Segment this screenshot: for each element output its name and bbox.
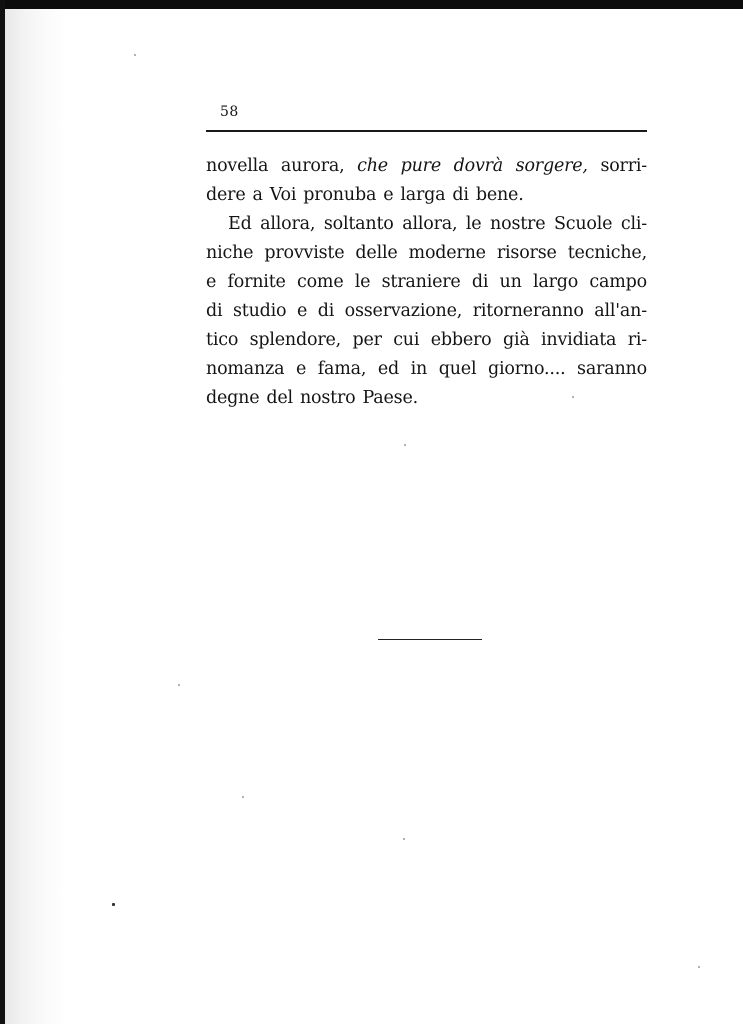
word: fama, [317, 359, 367, 379]
word: ebbero [430, 330, 492, 350]
text-line [206, 210, 647, 239]
italic-word: sorgere, [515, 156, 588, 176]
page-top-edge [0, 0, 743, 9]
word: per [352, 330, 382, 350]
word: delle [355, 243, 398, 263]
word: invidiata [541, 330, 617, 350]
word: quel [438, 359, 477, 379]
word: all'an- [594, 301, 647, 321]
word: già [502, 330, 530, 350]
paper-speck [404, 444, 406, 446]
text-line [206, 326, 647, 355]
closing-rule [378, 639, 482, 640]
word: novella [206, 156, 269, 176]
word: dere [206, 185, 246, 205]
word: Ed [228, 214, 252, 234]
word: pronuba [303, 185, 377, 205]
body-text [206, 152, 647, 413]
word: e [296, 301, 308, 321]
word: Scuole [553, 214, 613, 234]
word: a [252, 185, 263, 205]
word: larga [400, 185, 446, 205]
binding-shadow [5, 9, 67, 1024]
text-line [206, 297, 647, 326]
word: allora, [260, 214, 316, 234]
word: studio [232, 301, 287, 321]
word: di [471, 272, 489, 292]
text-line [206, 355, 647, 384]
word: cui [393, 330, 420, 350]
word: niche [206, 243, 254, 263]
word: nomanza [206, 359, 285, 379]
word: provviste [264, 243, 345, 263]
word: di [317, 301, 335, 321]
word: saranno [577, 359, 647, 379]
word: straniere [381, 272, 461, 292]
paper-speck [698, 966, 700, 968]
word: ritorneranno [472, 301, 584, 321]
word: soltanto [323, 214, 394, 234]
word: degne [206, 388, 260, 408]
text-line [206, 152, 647, 181]
word: e [383, 185, 394, 205]
word: tecniche, [567, 243, 647, 263]
word: come [296, 272, 344, 292]
paper-speck [403, 838, 405, 840]
word: nostro [299, 388, 356, 408]
word: osservazione, [344, 301, 463, 321]
word: cli- [620, 214, 647, 234]
word: bene. [475, 185, 524, 205]
paper-speck [112, 903, 115, 906]
paper-speck [134, 54, 136, 56]
italic-word: che [357, 156, 388, 176]
italic-word: pure [400, 156, 441, 176]
word: giorno.... [487, 359, 566, 379]
text-line [206, 239, 647, 268]
text-line [206, 181, 647, 210]
word: risorse [496, 243, 557, 263]
word: di [452, 185, 469, 205]
word: in [410, 359, 428, 379]
word: fornite [227, 272, 286, 292]
word: del [266, 388, 293, 408]
word: un [499, 272, 522, 292]
paper-speck [178, 684, 180, 686]
word: moderne [408, 243, 486, 263]
word: ed [377, 359, 400, 379]
word: sorri- [600, 156, 647, 176]
word: e [206, 272, 217, 292]
text-line [206, 268, 647, 297]
word: e [295, 359, 307, 379]
word: tico [206, 330, 239, 350]
word: largo [532, 272, 579, 292]
word: Voi [269, 185, 297, 205]
paper-speck [572, 396, 574, 398]
page-number: 58 [220, 104, 239, 120]
word: aurora, [280, 156, 345, 176]
word: di [206, 301, 223, 321]
word: allora, [402, 214, 458, 234]
word: ri- [627, 330, 647, 350]
word: le [354, 272, 371, 292]
word: Paese. [362, 388, 418, 408]
paper-speck [242, 796, 244, 798]
word: le [465, 214, 482, 234]
word: nostre [490, 214, 546, 234]
word: campo [589, 272, 647, 292]
word: splendore, [249, 330, 342, 350]
header-rule [206, 130, 647, 132]
italic-word: dovrà [453, 156, 504, 176]
text-line [206, 384, 647, 413]
